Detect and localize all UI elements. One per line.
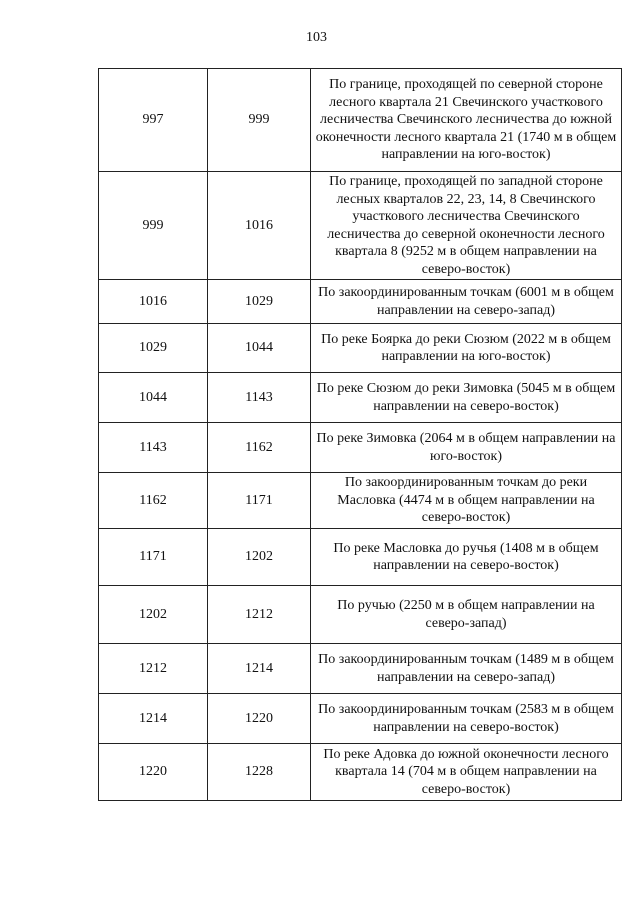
table-row [99, 586, 622, 644]
to-point-cell: 1171 [208, 473, 311, 529]
from-point-cell: 1143 [99, 423, 208, 473]
boundary-description-cell: По ручью (2250 м в общем направлении на северо-запад) [311, 586, 622, 644]
table-row [99, 473, 622, 529]
to-point-cell: 1214 [208, 644, 311, 694]
boundary-description-cell: По реке Адовка до южной оконечности лесного квартала 14 (704 м в общем направлении на северо-восток) [311, 744, 622, 801]
boundary-description-cell: По реке Боярка до реки Сюзюм (2022 м в общем направлении на юго-восток) [311, 324, 622, 373]
to-point-cell: 1202 [208, 529, 311, 586]
to-point-cell: 1044 [208, 324, 311, 373]
from-point-cell: 1202 [99, 586, 208, 644]
boundary-description-cell: По границе, проходящей по западной стороне лесных кварталов 22, 23, 14, 8 Свечинского участкового лесничества Свечинского лесничества до северной оконечности лесного квартала 8 (9252 м в общем направлении на северо-восток) [311, 172, 622, 280]
from-point-cell: 1214 [99, 694, 208, 744]
from-point-cell: 1171 [99, 529, 208, 586]
table-row [99, 172, 622, 280]
boundary-description-cell: По границе, проходящей по северной стороне лесного квартала 21 Свечинского участкового лесничества Свечинского лесничества до южной оконечности лесного квартала 21 (1740 м в общем направлении на юго-восток) [311, 69, 622, 172]
boundary-description-cell: По реке Масловка до ручья (1408 м в общем направлении на северо-восток) [311, 529, 622, 586]
boundary-description-cell: По закоординированным точкам (6001 м в общем направлении на северо-запад) [311, 280, 622, 324]
from-point-cell: 1044 [99, 373, 208, 423]
from-point-cell: 997 [99, 69, 208, 172]
table-row [99, 744, 622, 801]
from-point-cell: 1016 [99, 280, 208, 324]
table-row [99, 280, 622, 324]
table-row [99, 373, 622, 423]
to-point-cell: 1029 [208, 280, 311, 324]
to-point-cell: 1162 [208, 423, 311, 473]
boundary-description-cell: По реке Сюзюм до реки Зимовка (5045 м в общем направлении на северо-восток) [311, 373, 622, 423]
boundary-description-cell: По реке Зимовка (2064 м в общем направлении на юго-восток) [311, 423, 622, 473]
to-point-cell: 1016 [208, 172, 311, 280]
boundary-description-cell: По закоординированным точкам до реки Масловка (4474 м в общем направлении на северо-восток) [311, 473, 622, 529]
table-row [99, 529, 622, 586]
table-row [99, 644, 622, 694]
to-point-cell: 1220 [208, 694, 311, 744]
page-number: 103 [306, 30, 327, 45]
table-row [99, 69, 622, 172]
boundary-description-cell: По закоординированным точкам (2583 м в общем направлении на северо-восток) [311, 694, 622, 744]
from-point-cell: 1162 [99, 473, 208, 529]
from-point-cell: 1220 [99, 744, 208, 801]
table-row [99, 423, 622, 473]
table-row [99, 324, 622, 373]
to-point-cell: 1212 [208, 586, 311, 644]
to-point-cell: 999 [208, 69, 311, 172]
from-point-cell: 1029 [99, 324, 208, 373]
boundary-description-cell: По закоординированным точкам (1489 м в общем направлении на северо-запад) [311, 644, 622, 694]
from-point-cell: 999 [99, 172, 208, 280]
boundary-description-table [98, 68, 622, 801]
to-point-cell: 1228 [208, 744, 311, 801]
to-point-cell: 1143 [208, 373, 311, 423]
table-row [99, 694, 622, 744]
from-point-cell: 1212 [99, 644, 208, 694]
